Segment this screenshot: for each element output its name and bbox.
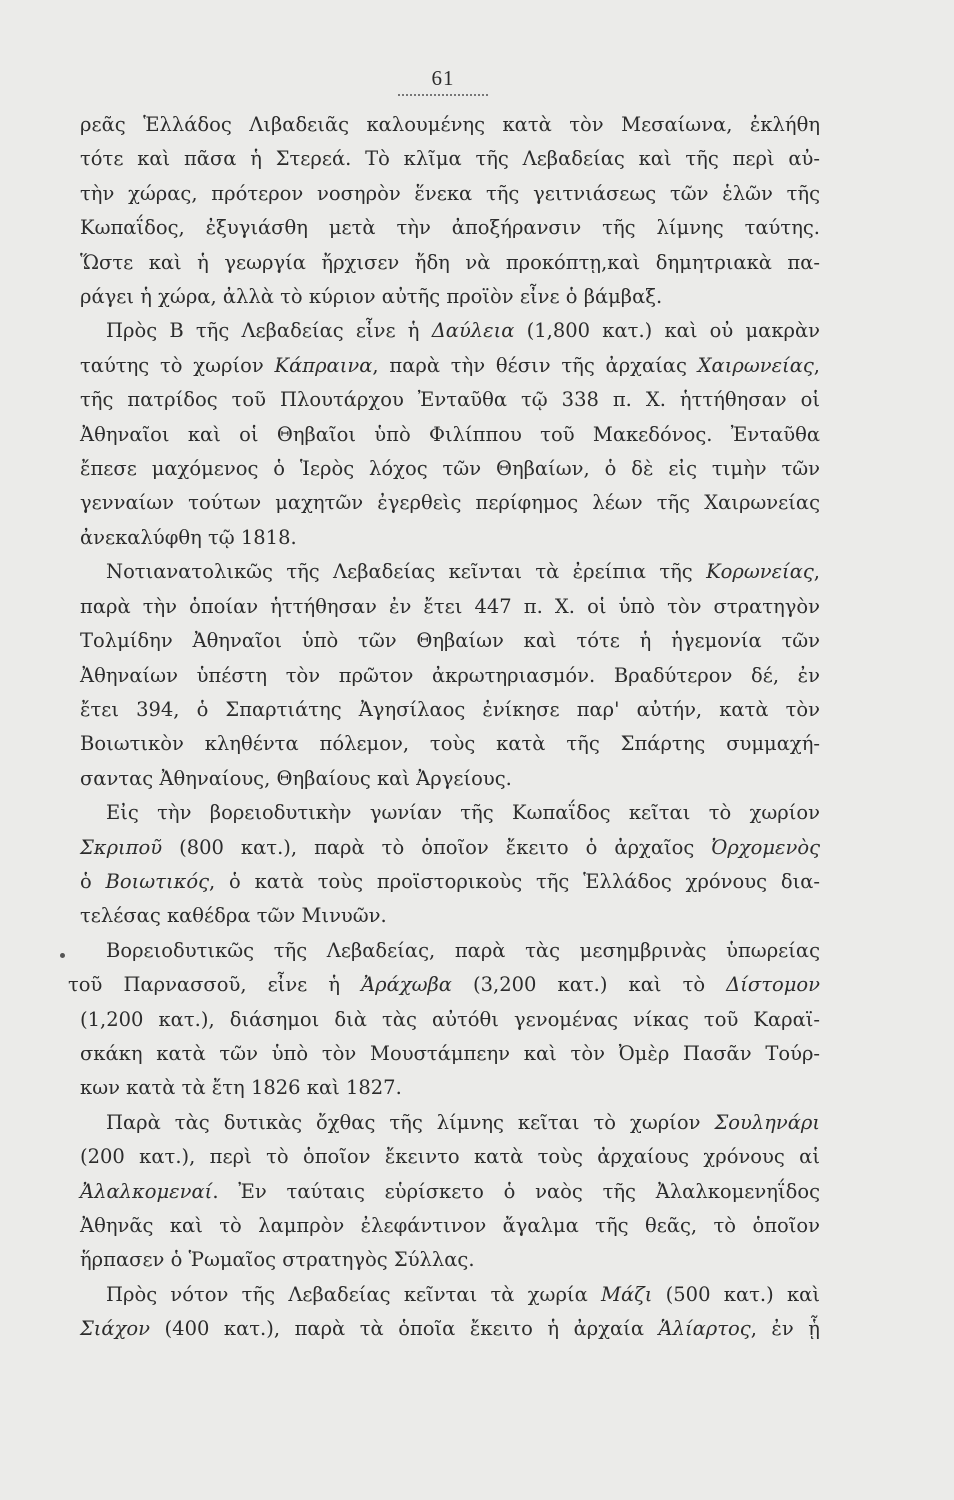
text-segment: ὁ xyxy=(80,869,106,893)
text-line xyxy=(80,1243,820,1277)
text-segment: σαντας Ἀθηναίους, Θηβαίους καὶ Ἀργείους. xyxy=(80,766,512,790)
text-segment: Τολμίδην Ἀθηναῖοι ὑπὸ τῶν Θηβαίων καὶ τότε ἡ ἡγεμονία τῶν xyxy=(80,629,820,653)
italic-text-segment: Ἀλαλκομεναί xyxy=(80,1179,213,1203)
margin-mark xyxy=(60,953,65,958)
header-dotted-rule xyxy=(398,94,488,96)
text-line xyxy=(80,280,820,314)
text-segment: . Ἐν ταύταις εὑρίσκετο ὁ ναὸς τῆς Ἀλαλκομενηΐδος xyxy=(212,1179,820,1203)
text-segment: Ἀθηναίων ὑπέστη τὸν πρῶτον ἀκρωτηριασμόν. Βραδύτερον δέ, ἐν xyxy=(80,663,820,687)
text-line xyxy=(80,796,820,830)
text-line xyxy=(80,452,820,486)
text-segment: σκάκη κατὰ τῶν ὑπὸ τὸν Μουστάμπεην καὶ τὸν Ὀμὲρ Πασᾶν Τούρ- xyxy=(80,1041,820,1065)
text-segment: (400 κατ.), παρὰ τὰ ὁποῖα ἔκειτο ἡ ἀρχαία xyxy=(150,1317,659,1341)
text-line xyxy=(80,108,820,142)
text-segment: κων κατὰ τὰ ἔτη 1826 καὶ 1827. xyxy=(80,1076,402,1100)
text-segment: Βοιωτικὸν κληθέντα πόλεμον, τοὺς κατὰ τῆς Σπάρτης συμμαχή- xyxy=(80,732,820,756)
text-segment: παρὰ τὴν ὁποίαν ἡττήθησαν ἐν ἔτει 447 π. Χ. οἱ ὑπὸ τὸν στρατηγὸν xyxy=(80,594,820,618)
body-text xyxy=(68,108,820,1347)
text-segment: Ἀθηνᾶς καὶ τὸ λαμπρὸν ἐλεφάντινον ἄγαλμα τῆς θεᾶς, τὸ ὁποῖον xyxy=(80,1214,820,1237)
text-line xyxy=(80,246,820,280)
text-line xyxy=(80,693,820,727)
text-line xyxy=(80,486,820,520)
text-segment: Εἰς τὴν βορειοδυτικὴν γωνίαν τῆς Κωπαΐδος κεῖται τὸ χωρίον xyxy=(106,801,820,825)
italic-text-segment: Χαιρωνείας xyxy=(697,353,814,377)
text-segment: (200 κατ.), περὶ τὸ ὁποῖον ἔκειντο κατὰ τοὺς ἀρχαίους χρόνους αἱ xyxy=(80,1145,820,1169)
text-line xyxy=(80,762,820,796)
text-line xyxy=(80,521,820,555)
text-line xyxy=(80,1037,820,1071)
text-segment: Ἀθηναῖοι καὶ οἱ Θηβαῖοι ὑπὸ Φιλίππου τοῦ Μακεδόνος. Ἐνταῦθα xyxy=(80,422,820,446)
text-line xyxy=(80,142,820,176)
text-segment: , ἐν ᾗ xyxy=(750,1317,820,1341)
italic-text-segment: Κάπραινα xyxy=(274,353,373,377)
text-line xyxy=(80,1312,820,1346)
italic-text-segment: Σουληνάρι xyxy=(714,1110,820,1134)
text-segment: (500 κατ.) καὶ xyxy=(652,1282,820,1306)
italic-text-segment: Δαύλεια xyxy=(431,319,515,343)
text-segment: (1,800 κατ.) καὶ οὐ μακρὰν xyxy=(514,319,820,343)
text-line xyxy=(80,211,820,245)
text-line xyxy=(80,555,820,589)
text-segment: Νοτιανατολικῶς τῆς Λεβαδείας κεῖνται τὰ ἐρείπια τῆς xyxy=(106,560,707,584)
text-segment: ρεᾶς Ἑλλάδος Λιβαδειᾶς καλουμένης κατὰ τὸν Μεσαίωνα, ἐκλήθη xyxy=(80,113,820,136)
text-line xyxy=(80,1140,820,1174)
text-line xyxy=(80,1003,820,1037)
italic-text-segment: Βοιωτικός xyxy=(105,869,210,893)
text-line xyxy=(80,590,820,624)
text-segment: (800 κατ.), παρὰ τὸ ὁποῖον ἔκειτο ὁ ἀρχαῖος xyxy=(162,835,712,859)
italic-text-segment: Σκριποῦ xyxy=(80,835,163,859)
text-segment: , παρὰ τὴν θέσιν τῆς ἀρχαίας xyxy=(372,353,698,377)
italic-text-segment: Ἁλίαρτος xyxy=(658,1317,751,1341)
text-line xyxy=(80,1278,820,1312)
text-line xyxy=(80,899,820,933)
text-segment: (1,200 κατ.), διάσημοι διὰ τὰς αὐτόθι γενομένας νίκας τοῦ Καραϊ- xyxy=(80,1007,820,1031)
italic-text-segment: Δίστομον xyxy=(726,973,820,997)
text-segment: τὴν χώρας, πρότερον νοσηρὸν ἕνεκα τῆς γειτνιάσεως τῶν ἑλῶν τῆς xyxy=(80,181,820,205)
text-line xyxy=(80,727,820,761)
text-line xyxy=(80,1175,820,1209)
text-segment: Πρὸς Β τῆς Λεβαδείας εἶνε ἡ xyxy=(106,319,432,343)
text-segment: Κωπαΐδος, ἐξυγιάσθη μετὰ τὴν ἀποξήρανσιν τῆς λίμνης ταύτης. xyxy=(80,216,820,240)
text-segment: (3,200 κατ.) καὶ τὸ xyxy=(451,973,727,997)
italic-text-segment: Σιάχον xyxy=(80,1317,151,1341)
text-line xyxy=(80,1209,820,1243)
page-number: 61 xyxy=(431,66,455,90)
text-line xyxy=(80,1071,820,1105)
text-segment: τελέσας καθέδρα τῶν Μινυῶν. xyxy=(80,904,387,928)
text-segment: ράγει ἡ χώρα, ἀλλὰ τὸ κύριον αὐτῆς προϊὸν εἶνε ὁ βάμβαξ. xyxy=(80,285,663,309)
italic-text-segment: Κορωνείας xyxy=(706,560,814,584)
text-line xyxy=(80,1106,820,1140)
text-segment: τῆς πατρίδος τοῦ Πλουτάρχου Ἐνταῦθα τῷ 338 π. Χ. ἡττήθησαν οἱ xyxy=(80,388,820,412)
text-line xyxy=(80,831,820,865)
text-segment: ἀνεκαλύφθη τῷ 1818. xyxy=(80,525,297,549)
text-segment: ἔτει 394, ὁ Σπαρτιάτης Ἀγησίλαος ἐνίκησε παρ' αὐτήν, κατὰ τὸν xyxy=(80,697,820,721)
text-segment: τότε καὶ πᾶσα ἡ Στερεά. Τὸ κλῖμα τῆς Λεβαδείας καὶ τῆς περὶ αὐ- xyxy=(80,147,820,171)
text-segment: Ὥστε καὶ ἡ γεωργία ἤρχισεν ἤδη νὰ προκόπτῃ,καὶ δημητριακὰ πα- xyxy=(80,250,820,274)
text-segment: Πρὸς νότον τῆς Λεβαδείας κεῖνται τὰ χωρία xyxy=(106,1282,602,1306)
text-line xyxy=(80,349,820,383)
text-segment: τοῦ Παρνασσοῦ, εἶνε ἡ xyxy=(68,973,362,997)
text-segment: ἔπεσε μαχόμενος ὁ Ἱερὸς λόχος τῶν Θηβαίων, ὁ δὲ εἰς τιμὴν τῶν xyxy=(80,457,820,481)
text-line xyxy=(80,418,820,452)
text-line xyxy=(68,968,820,1002)
text-line xyxy=(80,659,820,693)
text-line xyxy=(80,624,820,658)
text-line xyxy=(80,314,820,348)
text-line xyxy=(80,865,820,899)
text-segment: ἥρπασεν ὁ Ῥωμαῖος στρατηγὸς Σύλλας. xyxy=(80,1248,475,1272)
text-segment: , xyxy=(813,353,820,377)
text-line xyxy=(80,934,820,968)
text-segment: Παρὰ τὰς δυτικὰς ὄχθας τῆς λίμνης κεῖται τὸ χωρίον xyxy=(106,1110,715,1134)
text-segment: ταύτης τὸ χωρίον xyxy=(80,353,275,377)
italic-text-segment: Ὀρχομενὸς xyxy=(711,835,820,859)
text-line xyxy=(80,177,820,211)
text-segment: γενναίων τούτων μαχητῶν ἐγερθεὶς περίφημος λέων τῆς Χαιρωνείας xyxy=(80,491,820,515)
italic-text-segment: Ἀράχωβα xyxy=(361,973,452,997)
text-segment: , ὁ κατὰ τοὺς προϊστορικοὺς τῆς Ἑλλάδος χρόνους δια- xyxy=(209,869,820,893)
text-segment: Βορειοδυτικῶς τῆς Λεβαδείας, παρὰ τὰς μεσημβρινὰς ὑπωρείας xyxy=(106,938,820,962)
text-line xyxy=(80,383,820,417)
italic-text-segment: Μάζι xyxy=(601,1282,653,1306)
text-segment: , xyxy=(813,560,820,584)
